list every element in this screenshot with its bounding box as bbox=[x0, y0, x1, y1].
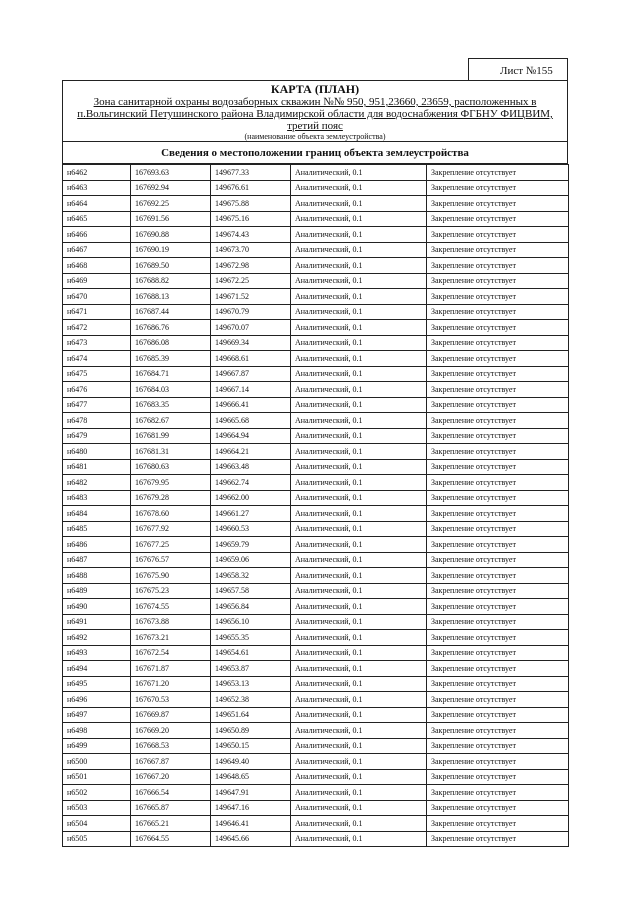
method-accuracy: Аналитический, 0.1 bbox=[291, 661, 427, 677]
coord-y: 149646.41 bbox=[211, 816, 291, 832]
object-name-line-3: третий пояс bbox=[287, 120, 343, 132]
table-row bbox=[63, 785, 569, 801]
method-accuracy: Аналитический, 0.1 bbox=[291, 723, 427, 739]
method-accuracy: Аналитический, 0.1 bbox=[291, 521, 427, 537]
table-row bbox=[63, 630, 569, 646]
point-id: н6473 bbox=[63, 335, 131, 351]
table-row bbox=[63, 537, 569, 553]
table-row bbox=[63, 552, 569, 568]
marking-description: Закрепление отсутствует bbox=[427, 723, 569, 739]
table-row bbox=[63, 800, 569, 816]
coordinates-table-body bbox=[63, 165, 569, 847]
coord-x: 167693.63 bbox=[131, 165, 211, 181]
marking-description: Закрепление отсутствует bbox=[427, 180, 569, 196]
coord-x: 167672.54 bbox=[131, 645, 211, 661]
coord-y: 149653.13 bbox=[211, 676, 291, 692]
method-accuracy: Аналитический, 0.1 bbox=[291, 351, 427, 367]
table-row bbox=[63, 583, 569, 599]
point-id: н6499 bbox=[63, 738, 131, 754]
method-accuracy: Аналитический, 0.1 bbox=[291, 599, 427, 615]
marking-description: Закрепление отсутствует bbox=[427, 521, 569, 537]
table-row bbox=[63, 180, 569, 196]
point-id: н6478 bbox=[63, 413, 131, 429]
method-accuracy: Аналитический, 0.1 bbox=[291, 831, 427, 847]
section-title: Сведения о местоположении границ объекта землеустройства bbox=[62, 142, 568, 164]
coord-x: 167666.54 bbox=[131, 785, 211, 801]
point-id: н6466 bbox=[63, 227, 131, 243]
method-accuracy: Аналитический, 0.1 bbox=[291, 335, 427, 351]
marking-description: Закрепление отсутствует bbox=[427, 242, 569, 258]
coord-y: 149650.89 bbox=[211, 723, 291, 739]
coord-y: 149666.41 bbox=[211, 397, 291, 413]
table-row bbox=[63, 568, 569, 584]
table-row bbox=[63, 769, 569, 785]
method-accuracy: Аналитический, 0.1 bbox=[291, 707, 427, 723]
marking-description: Закрепление отсутствует bbox=[427, 537, 569, 553]
marking-description: Закрепление отсутствует bbox=[427, 289, 569, 305]
marking-description: Закрепление отсутствует bbox=[427, 676, 569, 692]
marking-description: Закрепление отсутствует bbox=[427, 444, 569, 460]
table-row bbox=[63, 196, 569, 212]
coord-y: 149667.14 bbox=[211, 382, 291, 398]
method-accuracy: Аналитический, 0.1 bbox=[291, 645, 427, 661]
coord-y: 149672.98 bbox=[211, 258, 291, 274]
coord-y: 149662.00 bbox=[211, 490, 291, 506]
coord-y: 149674.43 bbox=[211, 227, 291, 243]
method-accuracy: Аналитический, 0.1 bbox=[291, 676, 427, 692]
coord-x: 167675.23 bbox=[131, 583, 211, 599]
table-row bbox=[63, 645, 569, 661]
point-id: н6494 bbox=[63, 661, 131, 677]
document-title: КАРТА (ПЛАН) bbox=[270, 82, 360, 96]
point-id: н6484 bbox=[63, 506, 131, 522]
coord-y: 149671.52 bbox=[211, 289, 291, 305]
coord-x: 167673.88 bbox=[131, 614, 211, 630]
object-name-caption: (наименование объекта землеустройства) bbox=[244, 132, 386, 141]
marking-description: Закрепление отсутствует bbox=[427, 413, 569, 429]
method-accuracy: Аналитический, 0.1 bbox=[291, 320, 427, 336]
table-row bbox=[63, 816, 569, 832]
marking-description: Закрепление отсутствует bbox=[427, 800, 569, 816]
marking-description: Закрепление отсутствует bbox=[427, 227, 569, 243]
marking-description: Закрепление отсутствует bbox=[427, 165, 569, 181]
method-accuracy: Аналитический, 0.1 bbox=[291, 242, 427, 258]
point-id: н6465 bbox=[63, 211, 131, 227]
method-accuracy: Аналитический, 0.1 bbox=[291, 800, 427, 816]
sheet-number: Лист №155 bbox=[500, 65, 553, 77]
coord-x: 167665.87 bbox=[131, 800, 211, 816]
coord-x: 167684.03 bbox=[131, 382, 211, 398]
coord-y: 149652.38 bbox=[211, 692, 291, 708]
point-id: н6476 bbox=[63, 382, 131, 398]
marking-description: Закрепление отсутствует bbox=[427, 304, 569, 320]
method-accuracy: Аналитический, 0.1 bbox=[291, 227, 427, 243]
table-row bbox=[63, 614, 569, 630]
coord-y: 149670.79 bbox=[211, 304, 291, 320]
coord-y: 149660.53 bbox=[211, 521, 291, 537]
point-id: н6475 bbox=[63, 366, 131, 382]
marking-description: Закрепление отсутствует bbox=[427, 335, 569, 351]
method-accuracy: Аналитический, 0.1 bbox=[291, 738, 427, 754]
method-accuracy: Аналитический, 0.1 bbox=[291, 196, 427, 212]
coord-y: 149648.65 bbox=[211, 769, 291, 785]
table-row bbox=[63, 754, 569, 770]
marking-description: Закрепление отсутствует bbox=[427, 196, 569, 212]
table-row bbox=[63, 707, 569, 723]
table-row bbox=[63, 661, 569, 677]
coord-y: 149675.16 bbox=[211, 211, 291, 227]
point-id: н6498 bbox=[63, 723, 131, 739]
method-accuracy: Аналитический, 0.1 bbox=[291, 506, 427, 522]
table-row bbox=[63, 676, 569, 692]
point-id: н6488 bbox=[63, 568, 131, 584]
coord-x: 167685.39 bbox=[131, 351, 211, 367]
coordinates-table bbox=[62, 164, 569, 847]
coord-y: 149657.58 bbox=[211, 583, 291, 599]
point-id: н6479 bbox=[63, 428, 131, 444]
method-accuracy: Аналитический, 0.1 bbox=[291, 366, 427, 382]
method-accuracy: Аналитический, 0.1 bbox=[291, 754, 427, 770]
coord-y: 149662.74 bbox=[211, 475, 291, 491]
marking-description: Закрепление отсутствует bbox=[427, 490, 569, 506]
method-accuracy: Аналитический, 0.1 bbox=[291, 583, 427, 599]
marking-description: Закрепление отсутствует bbox=[427, 211, 569, 227]
marking-description: Закрепление отсутствует bbox=[427, 568, 569, 584]
coord-y: 149659.79 bbox=[211, 537, 291, 553]
table-row bbox=[63, 831, 569, 847]
method-accuracy: Аналитический, 0.1 bbox=[291, 289, 427, 305]
point-id: н6467 bbox=[63, 242, 131, 258]
point-id: н6482 bbox=[63, 475, 131, 491]
point-id: н6502 bbox=[63, 785, 131, 801]
coord-x: 167690.19 bbox=[131, 242, 211, 258]
coord-y: 149647.91 bbox=[211, 785, 291, 801]
marking-description: Закрепление отсутствует bbox=[427, 428, 569, 444]
point-id: н6462 bbox=[63, 165, 131, 181]
coord-x: 167667.87 bbox=[131, 754, 211, 770]
coord-x: 167673.21 bbox=[131, 630, 211, 646]
coord-y: 149647.16 bbox=[211, 800, 291, 816]
coord-y: 149653.87 bbox=[211, 661, 291, 677]
coord-x: 167669.87 bbox=[131, 707, 211, 723]
coord-x: 167692.25 bbox=[131, 196, 211, 212]
marking-description: Закрепление отсутствует bbox=[427, 692, 569, 708]
method-accuracy: Аналитический, 0.1 bbox=[291, 537, 427, 553]
coord-x: 167676.57 bbox=[131, 552, 211, 568]
coord-x: 167668.53 bbox=[131, 738, 211, 754]
method-accuracy: Аналитический, 0.1 bbox=[291, 568, 427, 584]
coord-y: 149661.27 bbox=[211, 506, 291, 522]
point-id: н6472 bbox=[63, 320, 131, 336]
coord-x: 167692.94 bbox=[131, 180, 211, 196]
point-id: н6489 bbox=[63, 583, 131, 599]
table-row bbox=[63, 459, 569, 475]
coord-x: 167686.76 bbox=[131, 320, 211, 336]
coord-x: 167677.92 bbox=[131, 521, 211, 537]
coord-y: 149675.88 bbox=[211, 196, 291, 212]
coord-x: 167683.35 bbox=[131, 397, 211, 413]
marking-description: Закрепление отсутствует bbox=[427, 769, 569, 785]
coord-x: 167671.20 bbox=[131, 676, 211, 692]
method-accuracy: Аналитический, 0.1 bbox=[291, 816, 427, 832]
table-row bbox=[63, 397, 569, 413]
point-id: н6485 bbox=[63, 521, 131, 537]
coord-y: 149650.15 bbox=[211, 738, 291, 754]
method-accuracy: Аналитический, 0.1 bbox=[291, 428, 427, 444]
coord-y: 149649.40 bbox=[211, 754, 291, 770]
point-id: н6491 bbox=[63, 614, 131, 630]
coord-x: 167675.90 bbox=[131, 568, 211, 584]
point-id: н6481 bbox=[63, 459, 131, 475]
coord-y: 149656.84 bbox=[211, 599, 291, 615]
point-id: н6464 bbox=[63, 196, 131, 212]
document-header bbox=[62, 80, 568, 142]
method-accuracy: Аналитический, 0.1 bbox=[291, 258, 427, 274]
coord-x: 167687.44 bbox=[131, 304, 211, 320]
method-accuracy: Аналитический, 0.1 bbox=[291, 692, 427, 708]
coord-y: 149655.35 bbox=[211, 630, 291, 646]
coord-x: 167681.99 bbox=[131, 428, 211, 444]
point-id: н6503 bbox=[63, 800, 131, 816]
object-name-line-1: Зона санитарной охраны водозаборных скважин №№ 950, 951,23660, 23659, расположенных в bbox=[93, 96, 537, 108]
point-id: н6470 bbox=[63, 289, 131, 305]
coord-y: 149670.07 bbox=[211, 320, 291, 336]
marking-description: Закрепление отсутствует bbox=[427, 475, 569, 491]
table-row bbox=[63, 211, 569, 227]
coord-y: 149664.94 bbox=[211, 428, 291, 444]
point-id: н6486 bbox=[63, 537, 131, 553]
marking-description: Закрепление отсутствует bbox=[427, 754, 569, 770]
marking-description: Закрепление отсутствует bbox=[427, 614, 569, 630]
table-row bbox=[63, 738, 569, 754]
table-row bbox=[63, 258, 569, 274]
coord-y: 149664.21 bbox=[211, 444, 291, 460]
method-accuracy: Аналитический, 0.1 bbox=[291, 785, 427, 801]
point-id: н6477 bbox=[63, 397, 131, 413]
method-accuracy: Аналитический, 0.1 bbox=[291, 211, 427, 227]
method-accuracy: Аналитический, 0.1 bbox=[291, 165, 427, 181]
marking-description: Закрепление отсутствует bbox=[427, 583, 569, 599]
coord-x: 167689.50 bbox=[131, 258, 211, 274]
method-accuracy: Аналитический, 0.1 bbox=[291, 552, 427, 568]
coord-y: 149658.32 bbox=[211, 568, 291, 584]
marking-description: Закрепление отсутствует bbox=[427, 599, 569, 615]
coord-x: 167684.71 bbox=[131, 366, 211, 382]
coord-x: 167691.56 bbox=[131, 211, 211, 227]
coord-y: 149667.87 bbox=[211, 366, 291, 382]
object-name-line-2: п.Вольгинский Петушинского района Владимирской области для водоснабжения ФГБНУ ФИЦВИМ, bbox=[77, 108, 553, 120]
coord-x: 167681.31 bbox=[131, 444, 211, 460]
coord-x: 167679.28 bbox=[131, 490, 211, 506]
coord-x: 167674.55 bbox=[131, 599, 211, 615]
marking-description: Закрепление отсутствует bbox=[427, 320, 569, 336]
coord-x: 167690.88 bbox=[131, 227, 211, 243]
table-row bbox=[63, 723, 569, 739]
table-row bbox=[63, 273, 569, 289]
point-id: н6468 bbox=[63, 258, 131, 274]
coord-y: 149672.25 bbox=[211, 273, 291, 289]
point-id: н6480 bbox=[63, 444, 131, 460]
marking-description: Закрепление отсутствует bbox=[427, 351, 569, 367]
point-id: н6493 bbox=[63, 645, 131, 661]
coord-x: 167669.20 bbox=[131, 723, 211, 739]
method-accuracy: Аналитический, 0.1 bbox=[291, 769, 427, 785]
point-id: н6469 bbox=[63, 273, 131, 289]
point-id: н6474 bbox=[63, 351, 131, 367]
point-id: н6497 bbox=[63, 707, 131, 723]
coord-x: 167670.53 bbox=[131, 692, 211, 708]
table-row bbox=[63, 475, 569, 491]
marking-description: Закрепление отсутствует bbox=[427, 738, 569, 754]
marking-description: Закрепление отсутствует bbox=[427, 785, 569, 801]
coord-x: 167680.63 bbox=[131, 459, 211, 475]
coord-y: 149673.70 bbox=[211, 242, 291, 258]
coord-x: 167686.08 bbox=[131, 335, 211, 351]
method-accuracy: Аналитический, 0.1 bbox=[291, 630, 427, 646]
point-id: н6483 bbox=[63, 490, 131, 506]
point-id: н6501 bbox=[63, 769, 131, 785]
table-row bbox=[63, 289, 569, 305]
method-accuracy: Аналитический, 0.1 bbox=[291, 304, 427, 320]
table-row bbox=[63, 428, 569, 444]
coord-y: 149663.48 bbox=[211, 459, 291, 475]
point-id: н6495 bbox=[63, 676, 131, 692]
marking-description: Закрепление отсутствует bbox=[427, 506, 569, 522]
marking-description: Закрепление отсутствует bbox=[427, 366, 569, 382]
table-row bbox=[63, 165, 569, 181]
point-id: н6492 bbox=[63, 630, 131, 646]
coord-y: 149669.34 bbox=[211, 335, 291, 351]
coord-y: 149659.06 bbox=[211, 552, 291, 568]
coord-x: 167688.82 bbox=[131, 273, 211, 289]
method-accuracy: Аналитический, 0.1 bbox=[291, 475, 427, 491]
point-id: н6490 bbox=[63, 599, 131, 615]
table-row bbox=[63, 413, 569, 429]
marking-description: Закрепление отсутствует bbox=[427, 816, 569, 832]
coord-x: 167679.95 bbox=[131, 475, 211, 491]
marking-description: Закрепление отсутствует bbox=[427, 552, 569, 568]
coord-x: 167678.60 bbox=[131, 506, 211, 522]
table-row bbox=[63, 692, 569, 708]
coord-y: 149668.61 bbox=[211, 351, 291, 367]
marking-description: Закрепление отсутствует bbox=[427, 397, 569, 413]
point-id: н6463 bbox=[63, 180, 131, 196]
method-accuracy: Аналитический, 0.1 bbox=[291, 180, 427, 196]
coord-y: 149676.61 bbox=[211, 180, 291, 196]
table-row bbox=[63, 599, 569, 615]
method-accuracy: Аналитический, 0.1 bbox=[291, 382, 427, 398]
coord-x: 167664.55 bbox=[131, 831, 211, 847]
table-row bbox=[63, 521, 569, 537]
coord-y: 149677.33 bbox=[211, 165, 291, 181]
marking-description: Закрепление отсутствует bbox=[427, 258, 569, 274]
table-row bbox=[63, 444, 569, 460]
table-row bbox=[63, 366, 569, 382]
coord-x: 167667.20 bbox=[131, 769, 211, 785]
point-id: н6505 bbox=[63, 831, 131, 847]
point-id: н6471 bbox=[63, 304, 131, 320]
marking-description: Закрепление отсутствует bbox=[427, 831, 569, 847]
point-id: н6487 bbox=[63, 552, 131, 568]
method-accuracy: Аналитический, 0.1 bbox=[291, 459, 427, 475]
marking-description: Закрепление отсутствует bbox=[427, 459, 569, 475]
marking-description: Закрепление отсутствует bbox=[427, 382, 569, 398]
coord-x: 167682.67 bbox=[131, 413, 211, 429]
coord-y: 149654.61 bbox=[211, 645, 291, 661]
method-accuracy: Аналитический, 0.1 bbox=[291, 397, 427, 413]
marking-description: Закрепление отсутствует bbox=[427, 273, 569, 289]
table-row bbox=[63, 382, 569, 398]
method-accuracy: Аналитический, 0.1 bbox=[291, 413, 427, 429]
coord-y: 149656.10 bbox=[211, 614, 291, 630]
coord-x: 167688.13 bbox=[131, 289, 211, 305]
coord-y: 149651.64 bbox=[211, 707, 291, 723]
table-row bbox=[63, 490, 569, 506]
table-row bbox=[63, 227, 569, 243]
marking-description: Закрепление отсутствует bbox=[427, 645, 569, 661]
method-accuracy: Аналитический, 0.1 bbox=[291, 444, 427, 460]
table-row bbox=[63, 304, 569, 320]
coord-x: 167671.87 bbox=[131, 661, 211, 677]
marking-description: Закрепление отсутствует bbox=[427, 707, 569, 723]
table-row bbox=[63, 242, 569, 258]
table-row bbox=[63, 351, 569, 367]
coord-y: 149645.66 bbox=[211, 831, 291, 847]
marking-description: Закрепление отсутствует bbox=[427, 661, 569, 677]
method-accuracy: Аналитический, 0.1 bbox=[291, 273, 427, 289]
point-id: н6500 bbox=[63, 754, 131, 770]
point-id: н6496 bbox=[63, 692, 131, 708]
method-accuracy: Аналитический, 0.1 bbox=[291, 614, 427, 630]
table-row bbox=[63, 320, 569, 336]
coord-x: 167665.21 bbox=[131, 816, 211, 832]
coord-y: 149665.68 bbox=[211, 413, 291, 429]
point-id: н6504 bbox=[63, 816, 131, 832]
table-row bbox=[63, 335, 569, 351]
marking-description: Закрепление отсутствует bbox=[427, 630, 569, 646]
table-row bbox=[63, 506, 569, 522]
coord-x: 167677.25 bbox=[131, 537, 211, 553]
method-accuracy: Аналитический, 0.1 bbox=[291, 490, 427, 506]
